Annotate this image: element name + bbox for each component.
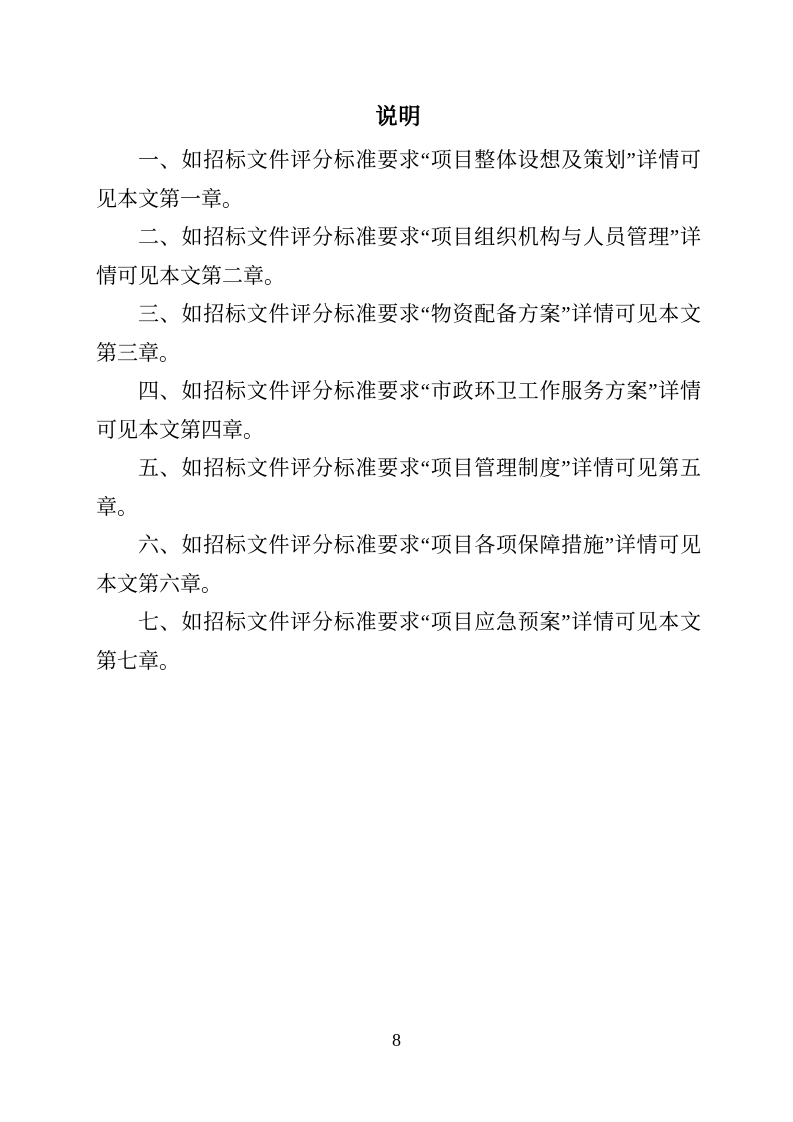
paragraph-7: 七、如招标文件评分标准要求“项目应急预案”详情可见本文第七章。 [96, 610, 701, 673]
paragraph-3: 三、如招标文件评分标准要求“物资配备方案”详情可见本文第三章。 [96, 302, 701, 365]
paragraph-4: 四、如招标文件评分标准要求“市政环卫工作服务方案”详情可见本文第四章。 [96, 379, 701, 442]
paragraph-5: 五、如招标文件评分标准要求“项目管理制度”详情可见第五章。 [96, 456, 701, 519]
paragraph-2: 二、如招标文件评分标准要求“项目组织机构与人员管理”详情可见本文第二章。 [96, 225, 701, 288]
paragraph-6: 六、如招标文件评分标准要求“项目各项保障措施”详情可见本文第六章。 [96, 533, 701, 596]
document-content [96, 97, 701, 680]
paragraph-1: 一、如招标文件评分标准要求“项目整体设想及策划”详情可见本文第一章。 [96, 148, 701, 211]
page-number: 8 [392, 1030, 401, 1050]
document-title: 说明 [375, 104, 422, 129]
